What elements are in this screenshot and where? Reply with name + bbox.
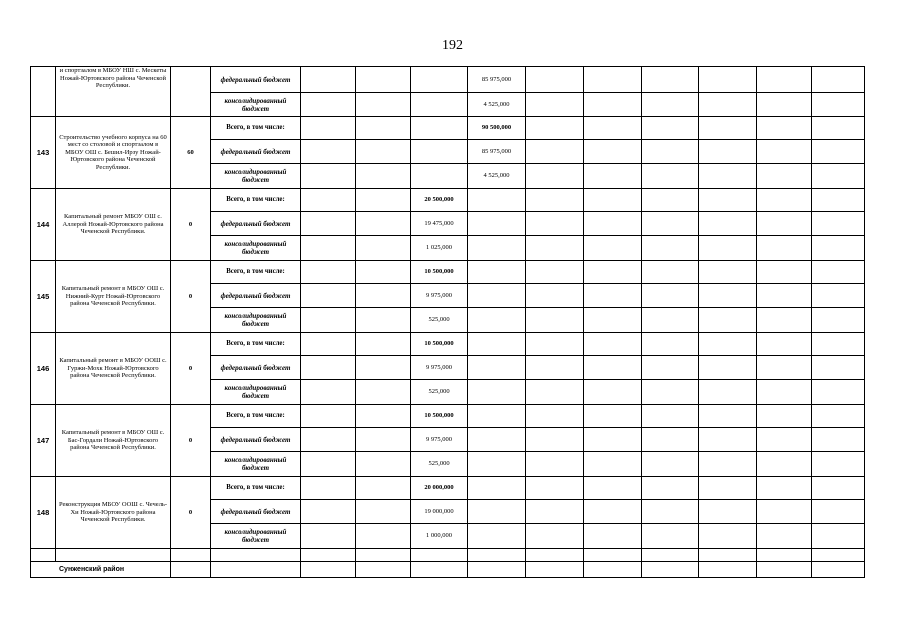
federal-value: 19 000,000 bbox=[411, 500, 468, 524]
empty-cell bbox=[356, 500, 411, 524]
empty-cell bbox=[301, 405, 356, 428]
empty-cell bbox=[757, 117, 812, 140]
object-name-cell: Капитальный ремонт в МБОУ ОШ с. Нижний-Курт Ножай-Юртовского района Чеченской Республики. bbox=[56, 261, 171, 333]
empty-cell bbox=[642, 236, 699, 261]
empty-cell bbox=[699, 308, 757, 333]
empty-cell bbox=[356, 405, 411, 428]
empty-cell bbox=[356, 308, 411, 333]
empty-cell bbox=[757, 212, 812, 236]
table-row bbox=[31, 117, 865, 140]
empty-cell bbox=[699, 236, 757, 261]
table-row bbox=[31, 261, 865, 284]
empty-cell bbox=[356, 261, 411, 284]
total-label: Всего, в том числе: bbox=[211, 189, 301, 212]
capacity-cell: 0 bbox=[171, 261, 211, 333]
empty-cell bbox=[757, 549, 812, 562]
empty-cell bbox=[526, 356, 584, 380]
empty-cell bbox=[699, 380, 757, 405]
federal-label: федеральный бюджет bbox=[211, 140, 301, 164]
federal-label: федеральный бюджет bbox=[211, 500, 301, 524]
empty-cell bbox=[584, 562, 642, 578]
empty-cell bbox=[699, 500, 757, 524]
empty-cell bbox=[699, 477, 757, 500]
empty-cell bbox=[356, 452, 411, 477]
capacity-cell bbox=[171, 67, 211, 117]
row-number-cell: 145 bbox=[31, 261, 56, 333]
empty-cell bbox=[411, 549, 468, 562]
empty-cell bbox=[468, 308, 526, 333]
table-body bbox=[31, 67, 865, 578]
empty-cell bbox=[301, 500, 356, 524]
empty-cell bbox=[699, 212, 757, 236]
consolidated-label: консолидированный бюджет bbox=[211, 236, 301, 261]
consolidated-label: консолидированный бюджет bbox=[211, 308, 301, 333]
empty-cell bbox=[301, 524, 356, 549]
empty-cell bbox=[468, 212, 526, 236]
empty-cell bbox=[812, 524, 865, 549]
empty-cell bbox=[699, 284, 757, 308]
empty-cell bbox=[642, 549, 699, 562]
total-label: Всего, в том числе: bbox=[211, 117, 301, 140]
empty-cell bbox=[301, 117, 356, 140]
empty-cell bbox=[301, 356, 356, 380]
consolidated-value: 1 000,000 bbox=[411, 524, 468, 549]
empty-cell bbox=[642, 452, 699, 477]
empty-cell bbox=[812, 477, 865, 500]
empty-cell bbox=[468, 189, 526, 212]
federal-value: 9 975,000 bbox=[411, 356, 468, 380]
empty-cell bbox=[468, 356, 526, 380]
empty-cell bbox=[642, 428, 699, 452]
empty-cell bbox=[757, 333, 812, 356]
empty-cell bbox=[699, 164, 757, 189]
empty-cell bbox=[757, 236, 812, 261]
empty-cell bbox=[584, 164, 642, 189]
empty-cell bbox=[812, 284, 865, 308]
empty-cell bbox=[812, 164, 865, 189]
total-label: Всего, в том числе: bbox=[211, 261, 301, 284]
row-number-cell bbox=[31, 67, 56, 117]
object-name-cell: Реконструкция МБОУ ООШ с. Чечель-Хи Ножай-Юртовского района Чеченской Республики. bbox=[56, 477, 171, 549]
empty-cell bbox=[757, 356, 812, 380]
empty-cell bbox=[584, 477, 642, 500]
empty-cell bbox=[301, 477, 356, 500]
empty-cell bbox=[642, 212, 699, 236]
empty-cell bbox=[699, 452, 757, 477]
empty-cell bbox=[301, 549, 356, 562]
object-name-cell: Капитальный ремонт МБОУ ОШ с. Аллерой Ножай-Юртовского района Чеченской Республики. bbox=[56, 189, 171, 261]
capacity-cell: 0 bbox=[171, 405, 211, 477]
empty-cell bbox=[526, 284, 584, 308]
empty-cell bbox=[584, 236, 642, 261]
empty-cell bbox=[301, 562, 356, 578]
table-row bbox=[31, 549, 865, 562]
total-label: Всего, в том числе: bbox=[211, 405, 301, 428]
district-name: Сунженский район bbox=[31, 562, 171, 578]
empty-cell bbox=[356, 477, 411, 500]
capacity-cell: 0 bbox=[171, 333, 211, 405]
empty-cell bbox=[526, 164, 584, 189]
empty-cell bbox=[812, 356, 865, 380]
row-number-cell: 148 bbox=[31, 477, 56, 549]
consolidated-label: консолидированный бюджет bbox=[211, 452, 301, 477]
empty-cell bbox=[356, 212, 411, 236]
empty-cell bbox=[356, 333, 411, 356]
consolidated-label: консолидированный бюджет bbox=[211, 93, 301, 117]
empty-cell bbox=[757, 428, 812, 452]
federal-label: федеральный бюджет bbox=[211, 67, 301, 93]
empty-cell bbox=[526, 452, 584, 477]
empty-cell bbox=[526, 405, 584, 428]
empty-cell bbox=[526, 333, 584, 356]
empty-cell bbox=[642, 189, 699, 212]
total-value: 20 000,000 bbox=[411, 477, 468, 500]
empty-cell bbox=[642, 356, 699, 380]
empty-cell bbox=[526, 236, 584, 261]
object-name-cell: Строительство учебного корпуса на 60 мест со столовой и спортзалом в МБОУ ОШ с. Бешил-Ирзу Ножай-Юртовского района Чеченской Республики. bbox=[56, 117, 171, 189]
empty-cell bbox=[699, 261, 757, 284]
district-row bbox=[31, 562, 865, 578]
empty-cell bbox=[699, 428, 757, 452]
empty-cell bbox=[757, 380, 812, 405]
table-row bbox=[31, 333, 865, 356]
federal-value: 9 975,000 bbox=[411, 428, 468, 452]
empty-cell bbox=[356, 524, 411, 549]
empty-cell bbox=[812, 261, 865, 284]
row-number-cell: 144 bbox=[31, 189, 56, 261]
total-label: Всего, в том числе: bbox=[211, 333, 301, 356]
empty-cell bbox=[356, 549, 411, 562]
empty-cell bbox=[812, 562, 865, 578]
empty-cell bbox=[584, 380, 642, 405]
empty-cell bbox=[757, 189, 812, 212]
empty-cell bbox=[642, 140, 699, 164]
empty-cell bbox=[301, 212, 356, 236]
empty-cell bbox=[584, 500, 642, 524]
empty-cell bbox=[584, 524, 642, 549]
value-cell: 85 975,000 bbox=[468, 67, 526, 93]
empty-cell bbox=[468, 549, 526, 562]
empty-cell bbox=[642, 117, 699, 140]
empty-cell bbox=[584, 212, 642, 236]
empty-cell bbox=[584, 117, 642, 140]
empty-cell bbox=[584, 189, 642, 212]
empty-cell bbox=[356, 380, 411, 405]
empty-cell bbox=[699, 549, 757, 562]
empty-cell bbox=[468, 562, 526, 578]
empty-cell bbox=[411, 140, 468, 164]
consolidated-label: консолидированный бюджет bbox=[211, 380, 301, 405]
empty-cell bbox=[757, 452, 812, 477]
consolidated-value: 525,000 bbox=[411, 452, 468, 477]
total-value: 90 500,000 bbox=[468, 117, 526, 140]
empty-cell bbox=[584, 549, 642, 562]
empty-cell bbox=[584, 333, 642, 356]
empty-cell bbox=[812, 212, 865, 236]
empty-cell bbox=[526, 308, 584, 333]
empty-cell bbox=[301, 284, 356, 308]
empty-cell bbox=[812, 549, 865, 562]
empty-cell bbox=[301, 452, 356, 477]
object-name-cell: и спортзалом в МБОУ НШ с. Мескеты Ножай-Юртовского района Чеченской Республики. bbox=[56, 67, 171, 117]
empty-cell bbox=[812, 236, 865, 261]
empty-cell bbox=[812, 405, 865, 428]
empty-cell bbox=[356, 117, 411, 140]
budget-table bbox=[30, 66, 865, 578]
empty-cell bbox=[411, 117, 468, 140]
empty-cell bbox=[757, 405, 812, 428]
empty-cell bbox=[642, 380, 699, 405]
federal-label: федеральный бюджет bbox=[211, 212, 301, 236]
federal-label: федеральный бюджет bbox=[211, 356, 301, 380]
total-value: 20 500,000 bbox=[411, 189, 468, 212]
empty-cell bbox=[812, 117, 865, 140]
empty-cell bbox=[301, 261, 356, 284]
empty-cell bbox=[757, 261, 812, 284]
empty-cell bbox=[526, 562, 584, 578]
empty-cell bbox=[301, 333, 356, 356]
consolidated-label: консолидированный бюджет bbox=[211, 164, 301, 189]
consolidated-value: 525,000 bbox=[411, 380, 468, 405]
empty-cell bbox=[468, 524, 526, 549]
federal-label: федеральный бюджет bbox=[211, 428, 301, 452]
empty-cell bbox=[526, 212, 584, 236]
empty-cell bbox=[642, 477, 699, 500]
empty-cell bbox=[211, 562, 301, 578]
empty-cell bbox=[699, 189, 757, 212]
empty-cell bbox=[812, 452, 865, 477]
empty-cell bbox=[699, 140, 757, 164]
empty-cell bbox=[642, 308, 699, 333]
empty-cell bbox=[642, 562, 699, 578]
empty-cell bbox=[468, 405, 526, 428]
empty-cell bbox=[468, 500, 526, 524]
empty-cell bbox=[301, 236, 356, 261]
table-row bbox=[31, 477, 865, 500]
empty-cell bbox=[526, 380, 584, 405]
empty-cell bbox=[642, 500, 699, 524]
empty-cell bbox=[171, 562, 211, 578]
empty-cell bbox=[468, 477, 526, 500]
empty-cell bbox=[411, 562, 468, 578]
empty-cell bbox=[468, 261, 526, 284]
empty-cell bbox=[584, 452, 642, 477]
consolidated-value: 1 025,000 bbox=[411, 236, 468, 261]
empty-cell bbox=[757, 308, 812, 333]
empty-cell bbox=[301, 380, 356, 405]
empty-cell bbox=[356, 284, 411, 308]
empty-cell bbox=[699, 562, 757, 578]
federal-value: 85 975,000 bbox=[468, 140, 526, 164]
empty-cell bbox=[468, 428, 526, 452]
empty-cell bbox=[812, 380, 865, 405]
empty-cell bbox=[699, 405, 757, 428]
empty-cell bbox=[301, 164, 356, 189]
empty-cell bbox=[757, 524, 812, 549]
empty-cell bbox=[526, 549, 584, 562]
empty-cell bbox=[526, 140, 584, 164]
empty-cell bbox=[584, 140, 642, 164]
empty-cell bbox=[642, 405, 699, 428]
empty-cell bbox=[31, 549, 56, 562]
empty-cell bbox=[812, 308, 865, 333]
consolidated-label: консолидированный бюджет bbox=[211, 524, 301, 549]
empty-cell bbox=[526, 428, 584, 452]
empty-cell bbox=[356, 356, 411, 380]
empty-cell bbox=[301, 189, 356, 212]
empty-cell bbox=[211, 549, 301, 562]
empty-cell bbox=[699, 524, 757, 549]
empty-cell bbox=[812, 140, 865, 164]
empty-cell bbox=[584, 428, 642, 452]
object-name-cell: Капитальный ремонт в МБОУ ООШ с. Гуржи-Мохк Ножай-Юртовского района Чеченской Республики. bbox=[56, 333, 171, 405]
empty-cell bbox=[526, 261, 584, 284]
federal-value: 9 975,000 bbox=[411, 284, 468, 308]
empty-cell bbox=[468, 380, 526, 405]
empty-cell bbox=[301, 428, 356, 452]
empty-cell bbox=[584, 308, 642, 333]
capacity-cell: 0 bbox=[171, 477, 211, 549]
empty-cell bbox=[468, 452, 526, 477]
empty-cell bbox=[356, 164, 411, 189]
empty-cell bbox=[642, 284, 699, 308]
total-value: 10 500,000 bbox=[411, 261, 468, 284]
empty-cell bbox=[526, 189, 584, 212]
empty-cell bbox=[171, 549, 211, 562]
row-number-cell: 143 bbox=[31, 117, 56, 189]
empty-cell bbox=[757, 164, 812, 189]
table-row bbox=[31, 405, 865, 428]
empty-cell bbox=[56, 549, 171, 562]
consolidated-value: 525,000 bbox=[411, 308, 468, 333]
empty-cell bbox=[468, 236, 526, 261]
federal-value: 19 475,000 bbox=[411, 212, 468, 236]
empty-cell bbox=[699, 333, 757, 356]
empty-cell bbox=[642, 524, 699, 549]
empty-cell bbox=[468, 333, 526, 356]
table-row bbox=[31, 67, 865, 93]
empty-cell bbox=[757, 477, 812, 500]
empty-cell bbox=[301, 308, 356, 333]
page-number: 192 bbox=[442, 38, 463, 53]
total-label: Всего, в том числе: bbox=[211, 477, 301, 500]
empty-cell bbox=[642, 261, 699, 284]
empty-cell bbox=[526, 500, 584, 524]
total-value: 10 500,000 bbox=[411, 405, 468, 428]
empty-cell bbox=[584, 284, 642, 308]
table-row bbox=[31, 189, 865, 212]
empty-cell bbox=[757, 284, 812, 308]
empty-cell bbox=[356, 140, 411, 164]
empty-cell bbox=[356, 189, 411, 212]
empty-cell bbox=[526, 117, 584, 140]
empty-cell bbox=[812, 189, 865, 212]
empty-cell bbox=[584, 356, 642, 380]
object-name-cell: Капитальный ремонт в МБОУ ОШ с. Бас-Гордали Ножай-Юртовского района Чеченской Республики. bbox=[56, 405, 171, 477]
empty-cell bbox=[812, 500, 865, 524]
federal-label: федеральный бюджет bbox=[211, 284, 301, 308]
capacity-cell: 60 bbox=[171, 117, 211, 189]
total-value: 10 500,000 bbox=[411, 333, 468, 356]
empty-cell bbox=[642, 164, 699, 189]
empty-cell bbox=[356, 428, 411, 452]
empty-cell bbox=[411, 164, 468, 189]
empty-cell bbox=[812, 333, 865, 356]
empty-cell bbox=[642, 333, 699, 356]
empty-cell bbox=[757, 140, 812, 164]
row-number-cell: 146 bbox=[31, 333, 56, 405]
empty-cell bbox=[526, 524, 584, 549]
empty-cell bbox=[812, 428, 865, 452]
consolidated-value: 4 525,000 bbox=[468, 164, 526, 189]
empty-cell bbox=[468, 284, 526, 308]
empty-cell bbox=[757, 500, 812, 524]
empty-cell bbox=[757, 562, 812, 578]
value-cell: 4 525,000 bbox=[468, 93, 526, 117]
empty-cell bbox=[356, 236, 411, 261]
row-number-cell: 147 bbox=[31, 405, 56, 477]
empty-cell bbox=[526, 477, 584, 500]
empty-cell bbox=[699, 117, 757, 140]
empty-cell bbox=[356, 562, 411, 578]
empty-cell bbox=[584, 405, 642, 428]
empty-cell bbox=[699, 356, 757, 380]
empty-cell bbox=[301, 140, 356, 164]
capacity-cell: 0 bbox=[171, 189, 211, 261]
empty-cell bbox=[584, 261, 642, 284]
